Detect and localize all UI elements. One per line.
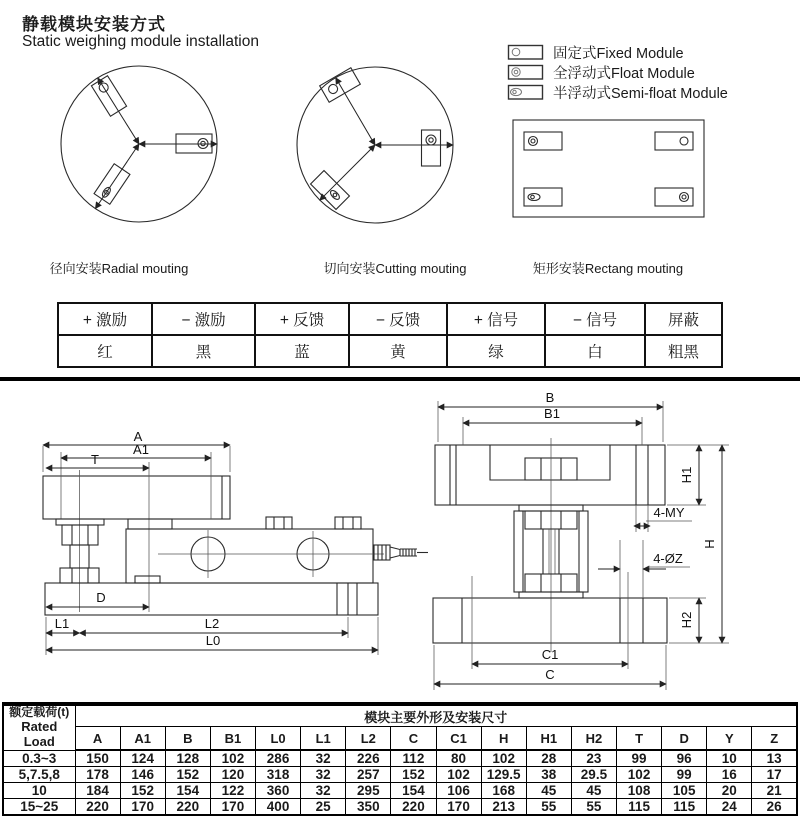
dim-cell: 102 (481, 750, 526, 767)
dim-cell: 129.5 (481, 767, 526, 783)
dim-label-C: C (545, 667, 555, 682)
col-header: B (165, 727, 210, 751)
col-header: A1 (120, 727, 165, 751)
wiring-color: 黑 (152, 335, 255, 367)
dim-cell: 45 (571, 783, 616, 799)
dim-label-4OZ: 4-ØZ (653, 551, 683, 566)
rectangular-mounting-diagram (509, 116, 709, 222)
rated-load-header (3, 704, 75, 750)
dim-cell: 55 (526, 799, 571, 816)
dim-label-L1: L1 (54, 616, 70, 631)
dim-label-H: H (702, 539, 717, 549)
dim-cell: 32 (301, 750, 346, 767)
dimensions-table (2, 702, 798, 816)
module-type-legend (507, 42, 728, 102)
dim-cell: 20 (707, 783, 752, 799)
wiring-signal: + 激励 (58, 303, 152, 335)
dim-cell: 21 (752, 783, 797, 799)
wiring-table (57, 302, 723, 368)
dim-label-B: B (545, 390, 555, 405)
col-header: C1 (436, 727, 481, 751)
dim-label-C1: C1 (541, 647, 559, 662)
dim-cell: 24 (707, 799, 752, 816)
float-module-icon (507, 64, 545, 81)
dim-cell: 105 (662, 783, 707, 799)
dim-cell: 220 (391, 799, 436, 816)
dim-label-L2: L2 (204, 616, 220, 631)
table-row (3, 783, 797, 799)
side-view-drawing (43, 429, 428, 655)
front-view-drawing (433, 390, 729, 690)
dim-label-A: A (133, 429, 143, 444)
dim-label-A1: A1 (133, 442, 149, 457)
dim-cell: 26 (752, 799, 797, 816)
dim-label-H1: H1 (679, 466, 694, 484)
legend-item-float (507, 62, 728, 82)
dim-cell: 17 (752, 767, 797, 783)
wiring-color: 蓝 (255, 335, 349, 367)
wiring-color: 粗黑 (645, 335, 722, 367)
dim-cell: 108 (617, 783, 662, 799)
col-header: Z (752, 727, 797, 751)
dim-cell: 360 (256, 783, 301, 799)
wiring-color: 红 (58, 335, 152, 367)
dim-cell: 226 (346, 750, 391, 767)
radial-mounting-diagram (57, 62, 223, 228)
dim-cell: 318 (256, 767, 301, 783)
dim-cell: 286 (256, 750, 301, 767)
fixed-module-icon (507, 44, 545, 61)
col-header: L1 (301, 727, 346, 751)
wiring-signal: − 信号 (545, 303, 645, 335)
dim-cell: 220 (75, 799, 120, 816)
rated-load-header-zh: 额定载荷(t) (9, 705, 70, 719)
table-row (3, 799, 797, 816)
dim-cell: 102 (436, 767, 481, 783)
dim-cell: 213 (481, 799, 526, 816)
rated-load-value: 15~25 (3, 799, 75, 816)
dim-cell: 257 (346, 767, 391, 783)
dim-cell: 23 (571, 750, 616, 767)
dim-cell: 170 (120, 799, 165, 816)
dim-label-B1: B1 (544, 406, 560, 421)
legend-label: 固定式Fixed Module (553, 45, 684, 62)
cutting-mounting-diagram (293, 62, 459, 228)
wiring-signal: 屏蔽 (645, 303, 722, 335)
dim-label-H2: H2 (679, 611, 694, 629)
module-cutting-right (422, 130, 441, 166)
dim-label-T: T (91, 452, 99, 467)
dim-cell: 122 (210, 783, 255, 799)
dim-cell: 99 (662, 767, 707, 783)
dim-cell: 400 (256, 799, 301, 816)
legend-item-fixed (507, 42, 728, 62)
dim-cell: 55 (571, 799, 616, 816)
col-header: L0 (256, 727, 301, 751)
cable-connector (374, 545, 428, 560)
semi-float-module-icon (507, 84, 545, 101)
semi-float-hole-icon (329, 189, 341, 201)
rated-load-value: 0.3~3 (3, 750, 75, 767)
dim-cell: 128 (165, 750, 210, 767)
fixed-hole-icon (680, 137, 688, 145)
dim-cell: 170 (210, 799, 255, 816)
dim-cell: 80 (436, 750, 481, 767)
caption-rectangular: 矩形安装Rectang mouting (532, 261, 684, 276)
wiring-signal: + 反馈 (255, 303, 349, 335)
dim-cell: 29.5 (571, 767, 616, 783)
legend-label: 半浮动式Semi-float Module (553, 85, 728, 102)
col-header: H (481, 727, 526, 751)
wiring-color: 白 (545, 335, 645, 367)
dim-cell: 102 (617, 767, 662, 783)
dim-cell: 28 (526, 750, 571, 767)
wiring-signal: − 激励 (152, 303, 255, 335)
dim-cell: 150 (75, 750, 120, 767)
dim-label-D: D (96, 590, 106, 605)
technical-drawings (0, 385, 800, 697)
float-hole-icon (680, 193, 689, 202)
legend-label: 全浮动式Float Module (553, 65, 695, 82)
dim-cell: 152 (391, 767, 436, 783)
table-row (3, 767, 797, 783)
legend-item-semi-float (507, 82, 728, 102)
dim-cell: 120 (210, 767, 255, 783)
wiring-color-row (58, 335, 722, 367)
dim-cell: 99 (617, 750, 662, 767)
dimensions-span-title: 模块主要外形及安装尺寸 (75, 704, 797, 727)
dim-cell: 168 (481, 783, 526, 799)
section-divider (0, 377, 800, 381)
dim-cell: 154 (391, 783, 436, 799)
col-header: H2 (571, 727, 616, 751)
col-header: Y (707, 727, 752, 751)
table-row (3, 750, 797, 767)
dim-cell: 295 (346, 783, 391, 799)
dim-cell: 112 (391, 750, 436, 767)
wiring-signal: + 信号 (447, 303, 545, 335)
page-subtitle: Static weighing module installation (22, 33, 259, 50)
rated-load-value: 5,7.5,8 (3, 767, 75, 783)
dim-cell: 16 (707, 767, 752, 783)
col-header: B1 (210, 727, 255, 751)
dim-cell: 45 (526, 783, 571, 799)
col-header: D (662, 727, 707, 751)
col-header: T (617, 727, 662, 751)
dim-cell: 25 (301, 799, 346, 816)
caption-cutting: 切向安装Cutting mouting (323, 261, 467, 276)
dim-cell: 115 (662, 799, 707, 816)
col-header: L2 (346, 727, 391, 751)
dimension-columns-row (3, 727, 797, 751)
float-hole-icon (426, 135, 436, 145)
rated-load-value: 10 (3, 783, 75, 799)
page-title: 静载模块安装方式 (22, 15, 166, 34)
col-header: H1 (526, 727, 571, 751)
caption-radial: 径向安装Radial mouting (49, 261, 189, 276)
fixed-hole-icon (327, 83, 339, 95)
col-header: C (391, 727, 436, 751)
dim-cell: 154 (165, 783, 210, 799)
dim-cell: 184 (75, 783, 120, 799)
wiring-signal-row (58, 303, 722, 335)
dim-cell: 178 (75, 767, 120, 783)
wiring-color: 黄 (349, 335, 447, 367)
wiring-signal: − 反馈 (349, 303, 447, 335)
col-header: A (75, 727, 120, 751)
float-hole-icon (529, 137, 538, 146)
rated-load-header-en: Rated Load (21, 718, 58, 749)
dim-cell: 152 (165, 767, 210, 783)
dim-cell: 124 (120, 750, 165, 767)
dim-cell: 13 (752, 750, 797, 767)
dim-cell: 170 (436, 799, 481, 816)
dim-cell: 152 (120, 783, 165, 799)
dim-cell: 106 (436, 783, 481, 799)
dim-cell: 32 (301, 767, 346, 783)
dim-cell: 38 (526, 767, 571, 783)
dim-cell: 32 (301, 783, 346, 799)
dim-cell: 115 (617, 799, 662, 816)
dim-cell: 350 (346, 799, 391, 816)
dim-cell: 10 (707, 750, 752, 767)
dim-cell: 96 (662, 750, 707, 767)
dim-cell: 102 (210, 750, 255, 767)
dim-cell: 146 (120, 767, 165, 783)
dim-label-L0: L0 (205, 633, 221, 648)
dim-cell: 220 (165, 799, 210, 816)
wiring-color: 绿 (447, 335, 545, 367)
dim-label-4MY: 4-MY (653, 505, 685, 520)
